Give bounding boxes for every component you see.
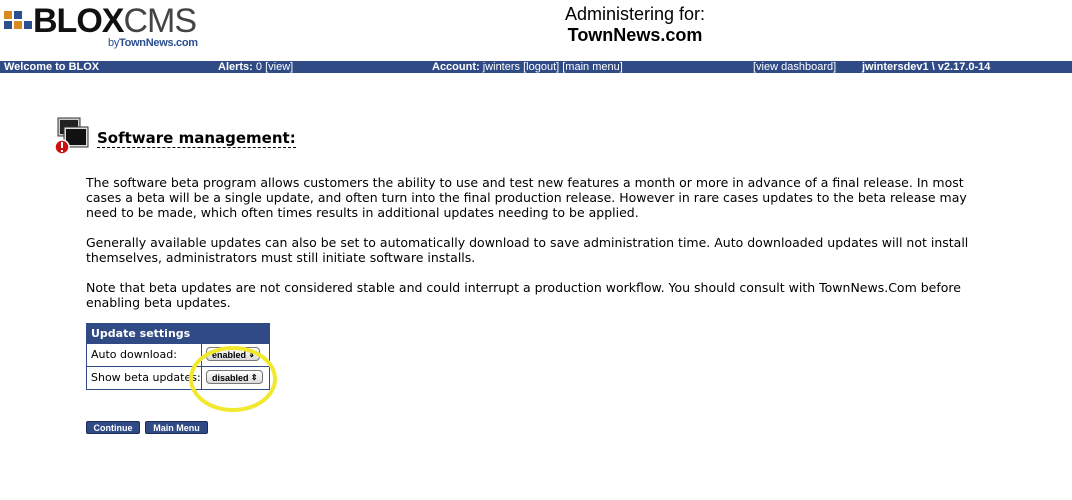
view-dashboard-link[interactable]: [view dashboard]	[753, 61, 837, 73]
alerts: Alerts: 0 [view]	[218, 61, 294, 73]
logout-link[interactable]: [logout]	[523, 61, 560, 73]
blox-cms-logo	[4, 2, 204, 54]
logo-squares-icon	[4, 11, 32, 35]
update-settings-header: Update settings	[87, 324, 269, 343]
show-beta-updates-label: Show beta updates:	[91, 371, 201, 384]
main-menu-link[interactable]: [main menu]	[562, 61, 623, 73]
top-nav-bar	[0, 61, 1072, 73]
logo-wordmark: BLOXCMS	[33, 2, 197, 40]
select-arrows-icon: ⇕	[250, 373, 258, 382]
select-arrows-icon: ⇕	[248, 350, 256, 359]
administering-label: Administering for:	[564, 4, 706, 24]
auto-download-select[interactable]: enabled ⇕	[206, 347, 260, 361]
logo-byline: byTownNews.com	[108, 37, 198, 49]
alerts-view-link[interactable]: [view]	[265, 61, 294, 73]
welcome-text: Welcome to BLOX	[4, 61, 100, 73]
continue-button[interactable]: Continue	[86, 421, 140, 434]
site-name: TownNews.com	[567, 25, 703, 45]
main-menu-button[interactable]: Main Menu	[145, 421, 208, 434]
auto-download-paragraph: Generally available updates can also be set to automatically download to save administration time. Auto downloaded updates will not install themselves, administrators must still initiate software installs.	[86, 235, 969, 265]
auto-download-label: Auto download:	[91, 348, 177, 361]
software-management-icon	[52, 117, 92, 157]
beta-program-paragraph: The software beta program allows customers the ability to use and test new features a month or more in advance of a final release. In most cases a beta will be a single update, and often turn into the final production release. However in rare cases updates to the beta release may need to be made, which often times results in additional updates needing to be applied.	[86, 175, 967, 220]
page-title: Software management:	[97, 129, 296, 147]
account-info: Account: jwinters [logout] [main menu]	[432, 61, 623, 73]
administering-for	[480, 4, 790, 46]
beta-warning-paragraph: Note that beta updates are not considered stable and could interrupt a production workflow. You should consult with TownNews.Com before enabling beta updates.	[86, 280, 961, 310]
highlight-circle	[189, 346, 277, 412]
show-beta-updates-select[interactable]: disabled ⇕	[206, 370, 263, 384]
server-version: jwintersdev1 \ v2.17.0-14	[862, 61, 991, 73]
